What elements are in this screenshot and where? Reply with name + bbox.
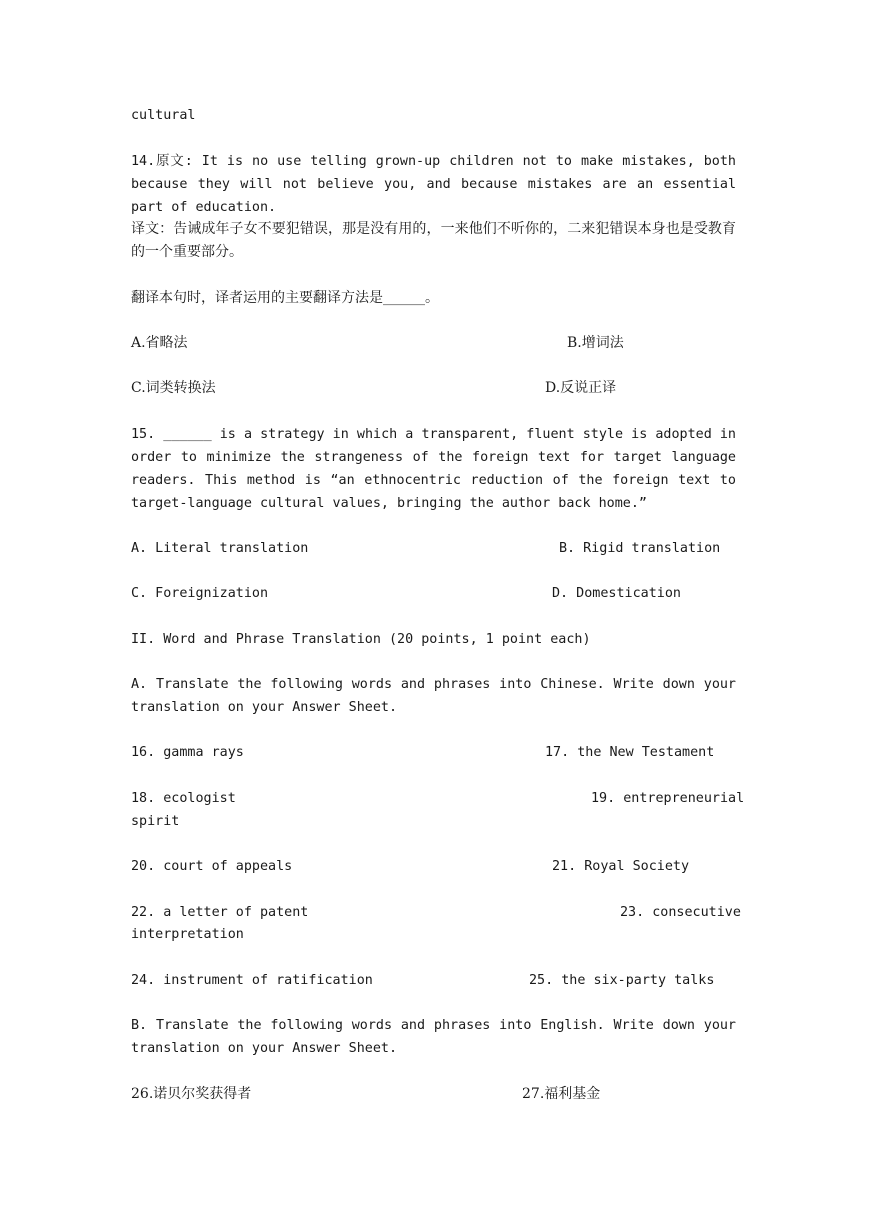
item-21: 21. Royal Society xyxy=(552,859,690,874)
item-20: 20. court of appeals xyxy=(131,859,293,874)
q15-option-c: C. Foreignization xyxy=(131,586,269,601)
item-17: 17. the New Testament xyxy=(545,745,715,760)
q14-option-b: B.增词法 xyxy=(567,335,624,351)
q14-option-c: C.词类转换法 xyxy=(131,380,216,396)
part-b-instruction: B. Translate the following words and phrases into English. Write down your translation on your Answer Sheet. xyxy=(131,1018,736,1056)
carry-over-word: cultural xyxy=(131,108,196,123)
item-25: 25. the six-party talks xyxy=(529,973,715,988)
q15-stem: 15. ______ is a strategy in which a transparent, fluent style is adopted in order to minimize the strangeness of the foreign text for target language readers. This method is “an ethnocentric reduction of the foreign text to target-language cultural values, bringing the author back home.” xyxy=(131,427,736,511)
q14-option-d: D.反说正译 xyxy=(545,380,617,396)
item-22: 22. a letter of patent xyxy=(131,905,309,920)
q15-option-d: D. Domestication xyxy=(552,586,681,601)
q14-question: 翻译本句时，译者运用的主要翻译方法是______。 xyxy=(131,290,439,306)
q14-option-a: A.省略法 xyxy=(131,335,188,351)
item-16: 16. gamma rays xyxy=(131,745,244,760)
q15-option-a: A. Literal translation xyxy=(131,541,309,556)
item-27: 27.福利基金 xyxy=(522,1086,601,1102)
q14-target-text: 译文：告诫成年子女不要犯错误，那是没有用的，一来他们不听你的，二来犯错误本身也是受教育的一个重要部分。 xyxy=(131,221,736,260)
item-23-continuation: interpretation xyxy=(131,927,244,942)
section-heading: II. Word and Phrase Translation (20 points, 1 point each) xyxy=(131,632,591,647)
item-18: 18. ecologist xyxy=(131,791,236,806)
q14-source-text: 14.原文: It is no use telling grown-up children not to make mistakes, both because they will not believe you, and because mistakes are an essential part of education. xyxy=(131,154,736,215)
q15-option-b: B. Rigid translation xyxy=(559,541,721,556)
part-a-instruction: A. Translate the following words and phrases into Chinese. Write down your translation on your Answer Sheet. xyxy=(131,677,736,715)
item-19-continuation: spirit xyxy=(131,814,180,829)
item-26: 26.诺贝尔奖获得者 xyxy=(131,1086,252,1102)
item-24: 24. instrument of ratification xyxy=(131,973,373,988)
item-19: 19. entrepreneurial xyxy=(591,791,745,806)
item-23: 23. consecutive xyxy=(620,905,741,920)
